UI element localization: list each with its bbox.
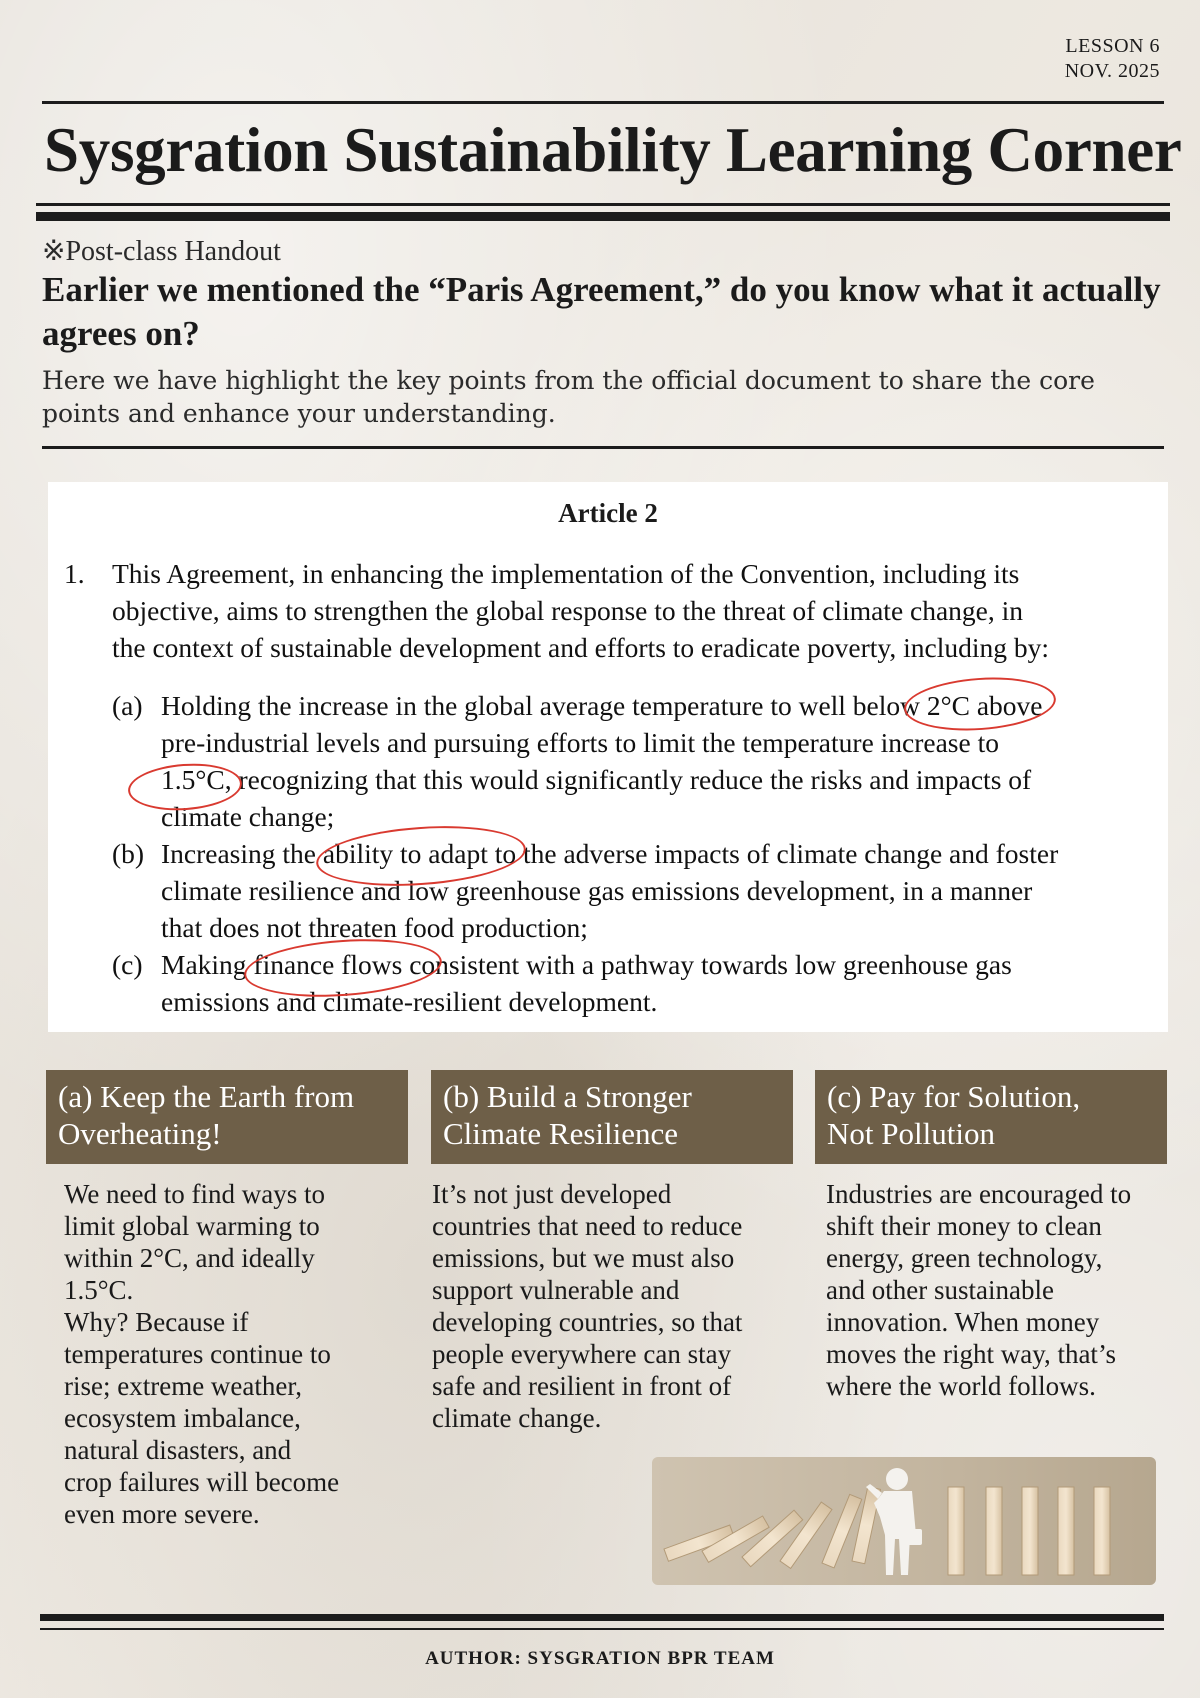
clause-a-line: Holding the increase in the global average temperature to well below 2°C above [161, 690, 1043, 721]
intro-description: Here we have highlight the key points from the official document to share the core points and enhance your understanding. [42, 366, 1095, 428]
card-b-body-line: countries that need to reduce [432, 1211, 743, 1241]
person-silhouette-icon [866, 1468, 922, 1575]
card-c-body-line: Industries are encouraged to [826, 1179, 1132, 1209]
card-a-title-line: (a) Keep the Earth from [58, 1079, 355, 1114]
card-a-body-line: ecosystem imbalance, [64, 1403, 301, 1433]
card-a-body-line: 1.5°C. [64, 1275, 134, 1305]
clause-a-line: pre-industrial levels and pursuing efforts to limit the temperature increase to [161, 727, 999, 758]
footer-rule-thick [40, 1614, 1164, 1621]
standing-dominoes [948, 1487, 1110, 1575]
fallen-dominoes [664, 1487, 881, 1569]
card-a-header [46, 1070, 408, 1164]
card-c-title-line: Not Pollution [827, 1116, 995, 1151]
card-a-body-line: Why? Because if [64, 1307, 249, 1337]
article-line: objective, aims to strengthen the global response to the threat of climate change, in [112, 595, 1024, 626]
card-b-body-line: climate change. [432, 1403, 602, 1433]
card-a-body-line: crop failures will become [64, 1467, 340, 1497]
domino-illustration [652, 1457, 1156, 1585]
article-line: the context of sustainable development and efforts to eradicate poverty, including by: [112, 632, 1050, 663]
card-b-body-line: developing countries, so that [432, 1307, 743, 1337]
card-c-body-line: where the world follows. [826, 1371, 1096, 1401]
headline: Earlier we mentioned the “Paris Agreement,” do you know what it actually agrees on? [42, 270, 1161, 353]
intro-rule [42, 446, 1164, 449]
lesson-info [1010, 34, 1160, 84]
handout-label: ※Post-class Handout [42, 236, 281, 267]
card-a-title-line: Overheating! [58, 1116, 222, 1151]
card-a-body-line: temperatures continue to [64, 1339, 331, 1369]
clause-b-label: (b) [112, 838, 145, 869]
lesson-number: LESSON 6 [1065, 35, 1160, 57]
clause-a-line: 1.5°C, recognizing that this would significantly reduce the risks and impacts of [161, 764, 1032, 795]
card-b-body [432, 1178, 802, 1434]
card-a-body-line: limit global warming to [64, 1211, 320, 1241]
card-b-body-line: safe and resilient in front of [432, 1371, 732, 1401]
article-excerpt [48, 482, 1168, 1032]
card-b-body-line: people everywhere can stay [432, 1339, 732, 1369]
article-line: This Agreement, in enhancing the implementation of the Convention, including its [112, 558, 1020, 589]
card-b-body-line: emissions, but we must also [432, 1243, 735, 1273]
card-b-title-line: (b) Build a Stronger [443, 1079, 692, 1114]
card-c-body-line: moves the right way, that’s [826, 1339, 1116, 1369]
domino-svg [652, 1457, 1156, 1585]
clause-a-label: (a) [112, 690, 143, 721]
card-c-body-line: innovation. When money [826, 1307, 1100, 1337]
card-a-body-line: even more severe. [64, 1499, 260, 1529]
page-title: Sysgration Sustainability Learning Corner [44, 115, 1182, 185]
card-c-body-line: energy, green technology, [826, 1243, 1103, 1273]
clause-b-line: Increasing the ability to adapt to the adverse impacts of climate change and foster [161, 838, 1059, 869]
clause-b-line: climate resilience and low greenhouse gas emissions development, in a manner [161, 875, 1033, 906]
card-b-body-line: support vulnerable and [432, 1275, 680, 1305]
card-c-body [826, 1178, 1176, 1402]
title-rule-thin [36, 203, 1170, 206]
card-b-header [431, 1070, 793, 1164]
author-credit: AUTHOR: SYSGRATION BPR TEAM [425, 1648, 775, 1669]
card-a-body-line: natural disasters, and [64, 1435, 292, 1465]
top-rule [42, 101, 1164, 104]
card-c-title-line: (c) Pay for Solution, [827, 1079, 1081, 1114]
card-a-body-line: We need to find ways to [64, 1179, 326, 1209]
article-heading: Article 2 [558, 498, 658, 528]
card-c-header [815, 1070, 1167, 1164]
clause-c-line: Making finance flows consistent with a pathway towards low greenhouse gas [161, 949, 1012, 980]
clause-b-line: that does not threaten food production; [161, 912, 588, 943]
card-b-body-line: It’s not just developed [432, 1179, 672, 1209]
card-c-body-line: and other sustainable [826, 1275, 1054, 1305]
card-a-body-line: rise; extreme weather, [64, 1371, 303, 1401]
highlight-circle-below-2c [902, 673, 1057, 735]
clause-c-line: emissions and climate-resilient development. [161, 986, 658, 1017]
footer-rule-thin [40, 1628, 1164, 1630]
lesson-date: NOV. 2025 [1064, 60, 1160, 82]
card-a-body [64, 1178, 404, 1530]
card-c-body-line: shift their money to clean [826, 1211, 1102, 1241]
card-b-title-line: Climate Resilience [443, 1116, 679, 1151]
article-number: 1. [64, 558, 85, 589]
clause-c-label: (c) [112, 949, 143, 980]
title-rule-thick [36, 212, 1170, 221]
clause-a-line: climate change; [161, 801, 335, 832]
card-a-body-line: within 2°C, and ideally [64, 1243, 315, 1273]
